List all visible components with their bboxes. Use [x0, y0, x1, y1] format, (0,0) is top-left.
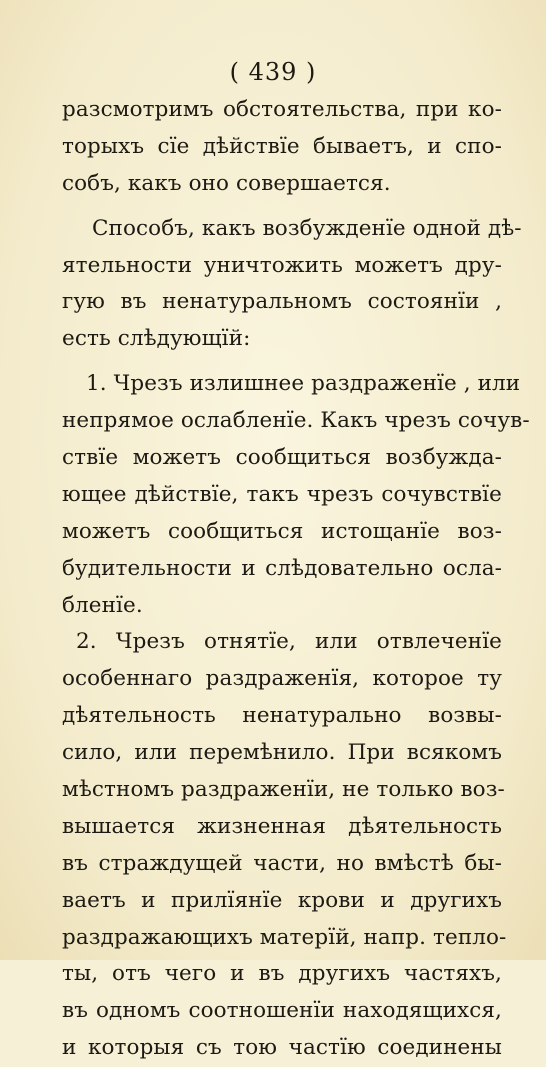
text-line: особеннаго раздраженїя, которое ту [62, 666, 502, 692]
text-line: мѣстномъ раздраженїи, не только воз- [62, 777, 505, 803]
text-line: ствїе можетъ сообщиться возбужда- [62, 445, 502, 471]
text-line: торыхъ сїе дѣйствїе бываетъ, и спо- [62, 133, 502, 159]
text-line: разсмотримъ обстоятельства, при ко- [62, 97, 502, 122]
text-line: дѣятельность ненатурально возвы- [62, 703, 502, 729]
text-line: въ одномъ соотношенїи находящихся, [62, 998, 502, 1024]
body-text [62, 92, 530, 1067]
text-line: 1. Чрезъ излишнее раздраженїе , или [86, 371, 521, 397]
text-line: непрямое ослабленїе. Какъ чрезъ сочув- [62, 408, 530, 434]
text-line: ющее дѣйствїе, такъ чрезъ сочувствїе [62, 481, 502, 507]
text-line: ты, отъ чего и въ другихъ частяхъ, [62, 961, 502, 987]
text-line: гую въ ненатуральномъ состоянїи , [62, 289, 502, 315]
text-line: ятельности уничтожить можетъ дру- [62, 252, 502, 278]
text-line: можетъ сообщиться истощанїе воз- [62, 518, 502, 544]
page-number: ( 439 ) [229, 58, 317, 86]
text-line: бленїе. [62, 592, 143, 618]
text-line: вышается жизненная дѣятельность [62, 813, 502, 839]
text-line: будительности и слѣдовательно осла- [62, 555, 502, 581]
text-line: есть слѣдующїй: [62, 326, 251, 352]
text-line: раздражающихъ матерїй, напр. тепло- [62, 924, 507, 950]
text-line: и которыя съ тою частїю соединены [62, 1035, 502, 1061]
text-line: 2. Чрезъ отнятїе, или отвлеченїе [76, 629, 502, 655]
text-line: собъ, какъ оно совершается. [62, 170, 391, 196]
text-line: Способъ, какъ возбужденїе одной дѣ- [92, 215, 522, 241]
text-line: въ страждущей части, но вмѣстѣ бы- [62, 850, 502, 876]
text-line: ваетъ и прилїянїе крови и другихъ [62, 887, 502, 913]
text-line: сило, или перемѣнило. При всякомъ [62, 740, 502, 766]
